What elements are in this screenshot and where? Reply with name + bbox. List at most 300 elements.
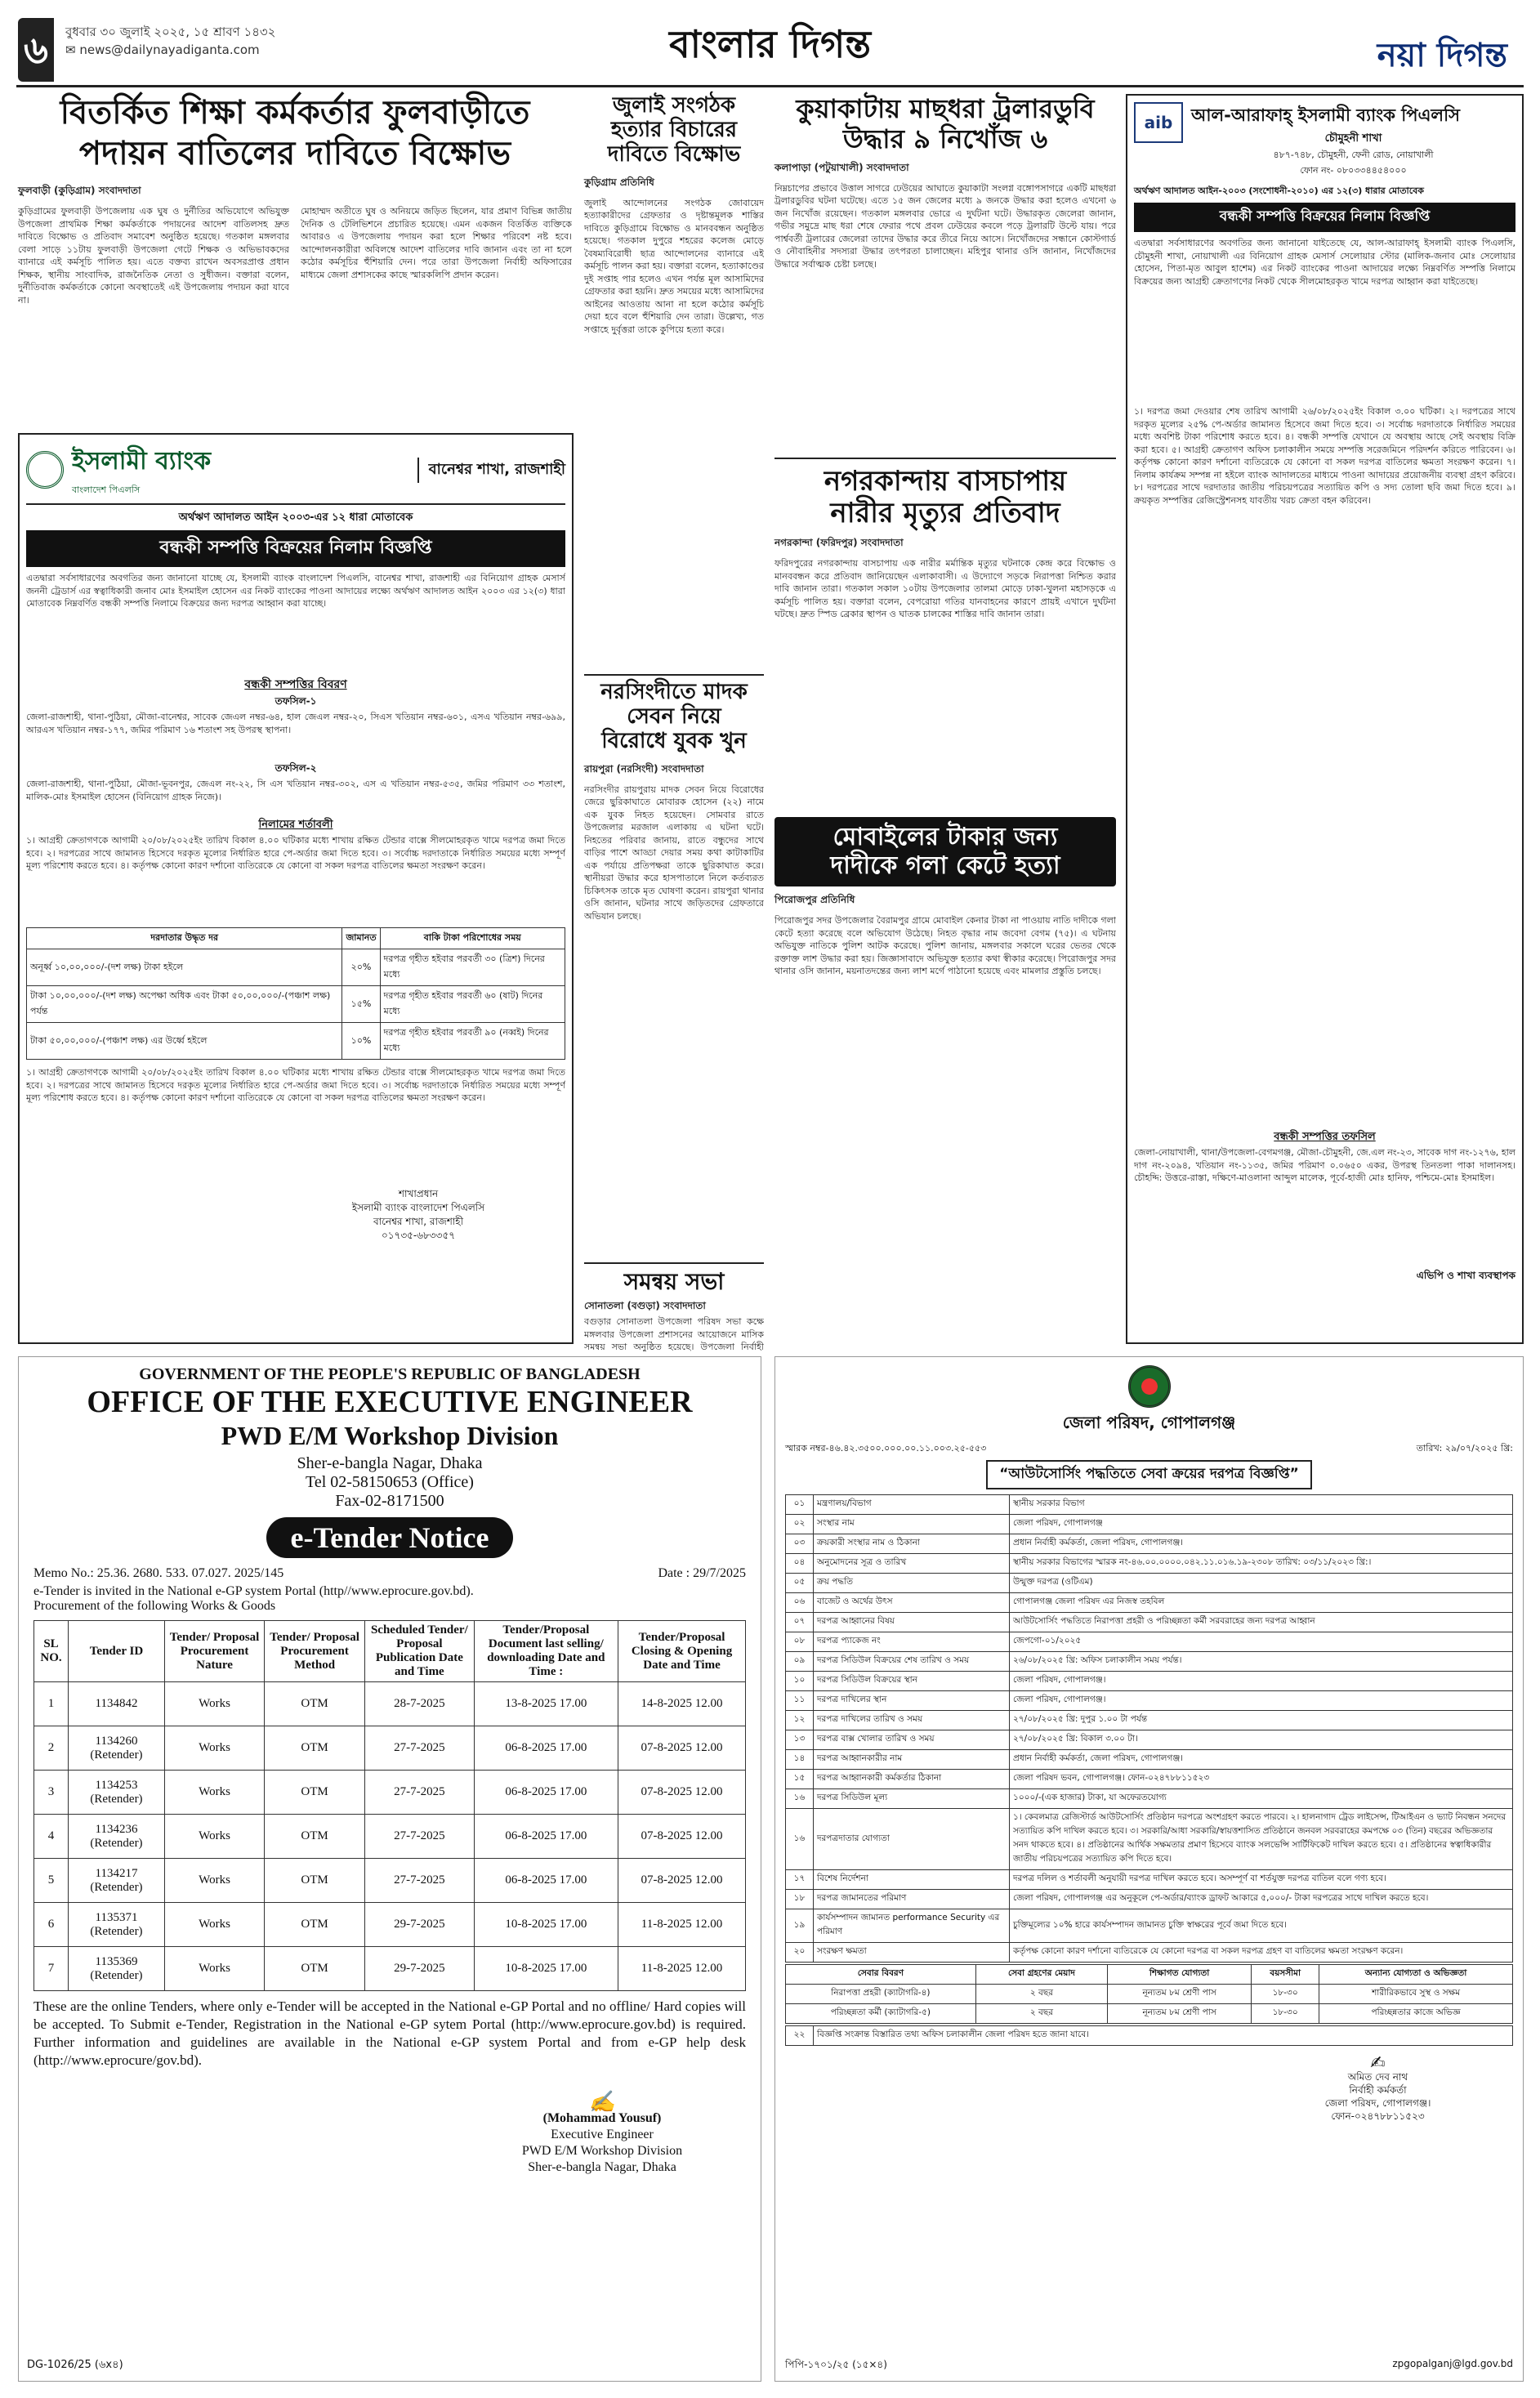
pwd-office-1: OFFICE OF THE EXECUTIVE ENGINEER [87, 1385, 693, 1419]
table-cell: ১০% [342, 1023, 380, 1060]
story5 [584, 674, 764, 1262]
table-row [786, 1711, 1513, 1730]
table-row [27, 986, 565, 1023]
table-cell: OTM [265, 1726, 365, 1771]
table-cell: 06-8-2025 17.00 [474, 1771, 618, 1815]
aib-logo [1134, 102, 1183, 143]
islami-bank-branch: বানেশ্বর শাখা, রাজশাহী [417, 458, 565, 483]
table-cell: বাজেট ও অর্থের উৎস [814, 1593, 1010, 1613]
islami-bank-logo-icon [26, 451, 64, 489]
story5-headline-1: নরসিংদীতে মাদক [600, 680, 748, 704]
story5-headline-2: সেবন নিয়ে [627, 703, 721, 729]
story7-byline: পিরোজপুর প্রতিনিধি [774, 894, 855, 905]
story5-body: নরসিংদীর রায়পুরায় মাদক সেবন নিয়ে বিরোধের জেরে ছুরিকাঘাতে মোবারক হোসেন (২২) নামে এক যুবক নিহত হয়েছেন। সোমবার রাতে উপজেলার মরজাল এলাকায় এ ঘটনা ঘটে। নিহতের পরিবার জানায়, রাতে বন্ধুদের সাথে বাড়ির পাশে আড্ডা দেয়ার সময় কথা কাটাকাটির এক পর্যায়ে প্রতিপক্ষরা তাকে ছুরিকাঘাত করে। স্থানীয়রা উদ্ধার করে হাসপাতালে নিলে কর্তব্যরত চিকিৎসক তাকে মৃত ঘোষণা করেন। রায়পুরা থানার ওসি জানান, ঘটনার সাথে জড়িতদের গ্রেফতারে অভিযান চলছে। [584, 784, 764, 922]
zp-sth-4: অন্যান্য যোগ্যতা ও অভিজ্ঞতা [1319, 1965, 1513, 1985]
table-row [786, 1574, 1513, 1593]
table-cell: 29-7-2025 [365, 1903, 475, 1947]
zp-signature-scribble: ✍ [1370, 2053, 1386, 2074]
table-row [786, 1890, 1513, 1909]
table-cell: দরপত্র প্যাকেজ নং [814, 1632, 1010, 1652]
islami-bank-ad [18, 433, 574, 1344]
mail-icon: ✉ [65, 42, 76, 57]
table-row [786, 1730, 1513, 1750]
table-cell: নূন্যতম ৮ম শ্রেণী পাস [1108, 1985, 1252, 2004]
masthead-rule [16, 85, 1524, 87]
pwd-memo: Memo No.: 25.36. 2680. 533. 07.027. 2025/145 [33, 1566, 284, 1580]
pwd-office-2: PWD E/M Workshop Division [221, 1421, 559, 1450]
table-cell: বিজ্ঞপ্তি সংক্রান্ত বিস্তারিত তথ্য অফিস চলাকালীন জেলা পরিষদ হতে জানা যাবে। [814, 2026, 1513, 2046]
table-row [786, 1985, 1513, 2004]
table-row [27, 1023, 565, 1060]
pwd-th-id: Tender ID [69, 1621, 165, 1682]
page-number: ৬ [24, 28, 48, 72]
islami-schedule-1-label: তফসিল-১ [275, 695, 317, 707]
table-cell: জেলা পরিষদ, গোপালগঞ্জ। [1010, 1691, 1513, 1711]
pwd-fax: Fax-02-8171500 [335, 1492, 444, 1510]
zp-service-table [785, 1964, 1513, 2024]
table-cell: Works [165, 1771, 265, 1815]
table-cell: 7 [34, 1947, 69, 1991]
table-row [34, 1903, 746, 1947]
story2-body: জুলাই আন্দোলনের সংগঠক জোবায়েদ হত্যাকারীদের গ্রেফতার ও দৃষ্টান্তমূলক শাস্তির দাবিতে কুড়িগ্রামে বিক্ষোভ ও মানববন্ধন অনুষ্ঠিত হয়েছে। গতকাল দুপুরে শহরের কলেজ মোড়ে বৈষম্যবিরোধী ছাত্র আন্দোলনের ব্যানারে এই কর্মসূচি পালন করা হয়। বক্তারা বলেন, হত্যাকাণ্ডের দুই সপ্তাহ পার হলেও এখন পর্যন্ত মূল আসামিদের গ্রেফতার করা হয়নি। দ্রুত সময়ের মধ্যে আসামিদের আইনের আওতায় আনা না হলে কঠোর কর্মসূচি দেয়া হবে বলে হুঁশিয়ারি দেন তারা। উল্লেখ্য, গত সপ্তাহে দুর্বৃত্তরা তাকে কুপিয়ে হত্যা করে। [584, 197, 764, 335]
table-cell: অনূর্ধ্ব ১০,০০,০০০/-(দশ লক্ষ) টাকা হইলে [27, 949, 342, 986]
table-cell: দরপত্র আহ্বানের বিষয় [814, 1613, 1010, 1632]
table-cell: দরপত্র আহ্বানকারী কর্মকর্তার ঠিকানা [814, 1770, 1010, 1789]
table-cell: OTM [265, 1771, 365, 1815]
table-row [34, 1771, 746, 1815]
islami-intro: এতদ্বারা সর্বসাধারণের অবগতির জন্য জানানো যাচ্ছে যে, ইসলামী ব্যাংক বাংলাদেশ পিএলসি, বানেশ্বর শাখা, রাজশাহী এর বিনিয়োগ গ্রাহক মেসার্স জননী ট্রেডার্স এর স্বত্বাধিকারী জনাব মোঃ ইসমাইল হোসেন এর নিকট ব্যাংকের পাওনা আদায়ের লক্ষ্যে অর্থঋণ আদালত আইন ২০০৩ এর ১২(৩) ধারা মোতাবেক নিম্নবর্ণিত বন্ধকী সম্পত্তি নিলামে বিক্রয়ের জন্য দরপত্র আহ্বান করা যাচ্ছে। [26, 573, 565, 609]
story4-headline-1: নগরকান্দায় বাসচাপায় [824, 465, 1067, 498]
islami-sign-3: বানেশ্বর শাখা, রাজশাহী [373, 1216, 464, 1227]
story6-headline: সমন্বয় সভা [623, 1268, 725, 1295]
table-cell: Works [165, 1947, 265, 1991]
table-cell: ২৭/০৮/২০২৫ খ্রি: দুপুর ১.০০ টা পর্যন্ত [1010, 1711, 1513, 1730]
pwd-th-closing: Tender/Proposal Closing & Opening Date and Time [618, 1621, 746, 1682]
table-cell: দরপত্র দাখিলের স্থান [814, 1691, 1010, 1711]
al-arafah-address: ৪৮৭-৭৪৮, চৌমুহনী, ফেনী রোড, নোয়াখালী [1273, 150, 1434, 160]
story4-headline-2: নারীর মৃত্যুর প্রতিবাদ [830, 497, 1060, 530]
table-cell: পরিচ্ছন্নতা কর্মী (ক্যাটাগরি-৫) [786, 2004, 976, 2024]
table-row [786, 1750, 1513, 1770]
table-cell: ১। কেবলমাত্র রেজিস্টার্ড আউটসোর্সিং প্রতিষ্ঠান দরপত্রে অংশগ্রহণ করতে পারবে। ২। হালনাগাদ ট্রেড লাইসেন্স, টিআইএন ও ভ্যাট নিবন্ধন সনদের সত্যায়িত কপি দাখিল করতে হবে। ৩। সরকারি/আধা সরকারি/স্বায়ত্তশাসিত প্রতিষ্ঠানে জনবল সরবরাহের কমপক্ষে ০৩ (তিন) বছরের অভিজ্ঞতার সনদ থাকতে হবে। ৪। প্রতিষ্ঠানের আর্থিক সক্ষমতার প্রমাণ হিসেবে ব্যাংক সলভেন্সি সার্টিফিকেট দাখিল করতে হবে। ৫। প্রতিষ্ঠানের স্বত্বাধিকারীর জাতীয় পরিচয়পত্রের সত্যায়িত কপি দিতে হবে। [1010, 1809, 1513, 1870]
table-row [786, 2026, 1513, 2046]
table-cell: ০৩ [786, 1534, 814, 1554]
story3 [774, 94, 1116, 453]
pwd-signature-scribble: ✍ [588, 2090, 616, 2114]
islami-sign-1: শাখাপ্রধান [398, 1188, 439, 1199]
story2-headline-1: জুলাই সংগঠক [612, 93, 736, 118]
pwd-th-method: Tender/ Proposal Procurement Method [265, 1621, 365, 1682]
aib-logo-text: aib [1144, 113, 1173, 132]
table-cell: শারীরিকভাবে সুস্থ ও সক্ষম [1319, 1985, 1513, 2004]
pwd-tender-table [33, 1620, 746, 1991]
table-cell: ০১ [786, 1495, 814, 1515]
table-cell: 06-8-2025 17.00 [474, 1815, 618, 1859]
table-cell: ১৬ [786, 1789, 814, 1809]
zp-sign-name: অমিত দেব নাথ [1347, 2071, 1408, 2083]
al-arafah-terms: ১। দরপত্র জমা দেওয়ার শেষ তারিখ আগামী ২৬/০৮/২০২৫ইং বিকাল ৩.০০ ঘটিকা। ২। দরপত্রের সাথে দরকৃত মূল্যের ২৫% পে-অর্ডার জামানত হিসেবে জমা দিতে হবে। ৩। সর্বোচ্চ দরদাতাকে নির্ধারিত সময়ের মধ্যে অবশিষ্ট টাকা পরিশোধ করতে হবে। ৪। বন্ধকী সম্পত্তি যেখানে যে অবস্থায় আছে সেই অবস্থায় বিক্রি করা হবে। ৫। আগ্রহী ক্রেতাগণ অফিস চলাকালীন সময়ে সম্পত্তি সরেজমিনে পরিদর্শন করিতে পারিবেন। ৬। কর্তৃপক্ষ কোনো কারণ দর্শানো ব্যতিরেকে যে কোনো বা সকল দরপত্র বাতিলের ক্ষমতা সংরক্ষণ করেন। ৭। নিলাম কার্যক্রম সম্পন্ন না হইলে ব্যাংক আদালতের মাধ্যমে পাওনা আদায়ের প্রয়োজনীয় ব্যবস্থা গ্রহণ করিবে। ৮। দরপত্রের সাথে দরদাতার জাতীয় পরিচয়পত্রের সত্যায়িত কপি ও সদ্য তোলা ছবি জমা দিতে হবে। ৯। ক্রয়কৃত সম্পত্তির রেজিস্ট্রেশনসহ যাবতীয় খরচ ক্রেতা বহন করিবেন। [1134, 406, 1515, 506]
table-row [786, 1534, 1513, 1554]
table-cell: দরপত্র দাখিলের তারিখ ও সময় [814, 1711, 1010, 1730]
table-cell: স্থানীয় সরকার বিভাগ [1010, 1495, 1513, 1515]
table-cell: সংস্থার নাম [814, 1515, 1010, 1534]
al-arafah-act-line: অর্থঋণ আদালত আইন-২০০৩ (সংশোধনী-২০১০) এর ১২(৩) ধারার মোতাবেক [1134, 185, 1424, 196]
date-line: বুধবার ৩০ জুলাই ২০২৫, ১৫ শ্রাবণ ১৪৩২ [65, 25, 276, 39]
story1-byline: ফুলবাড়ী (কুড়িগ্রাম) সংবাদদাতা [18, 185, 141, 196]
table-cell: কর্তৃপক্ষ কোনো কারণ দর্শানো ব্যতিরেকে যে কোনো দরপত্র বা সকল দরপত্র গ্রহণ বা বাতিলের ক্ষমতা সংরক্ষণ করেন। [1010, 1943, 1513, 1963]
table-cell: 07-8-2025 12.00 [618, 1771, 746, 1815]
islami-schedule-2-label: তফসিল-২ [275, 762, 317, 774]
pwd-intro-1: e-Tender is invited in the National e-GP system Portal (http//www.eprocure.gov.bd). [33, 1584, 474, 1598]
islami-th-0: দরদাতার উদ্ধৃত দর [27, 928, 342, 949]
zp-date: তারিখ: ২৯/০৭/২০২৫ খ্রি: [1416, 1443, 1513, 1454]
table-cell: 11-8-2025 12.00 [618, 1903, 746, 1947]
pwd-sign-address: Sher-e-bangla Nagar, Dhaka [528, 2160, 676, 2174]
table-cell: ১৫ [786, 1770, 814, 1789]
table-cell: কার্যসম্পাদন জামানত performance Security এর পরিমাণ [814, 1909, 1010, 1943]
zp-sth-0: সেবার বিবরণ [786, 1965, 976, 1985]
table-cell: ২ বছর [975, 1985, 1107, 2004]
zp-memo: স্মারক নম্বর-৪৬.৪২.৩৫০০.০০০.০০.১১.০০৩.২৫-৫৫৩ [785, 1443, 987, 1454]
table-cell: 28-7-2025 [365, 1682, 475, 1726]
table-cell: ১০ [786, 1672, 814, 1691]
table-cell: দরপত্র দলিল ও শর্তাবলী অনুযায়ী দরপত্র দাখিল করতে হবে। অসম্পূর্ণ বা শর্তযুক্ত দরপত্র বাতিল বলে গণ্য হবে। [1010, 1870, 1513, 1890]
table-cell: নূন্যতম ৮ম শ্রেণী পাস [1108, 2004, 1252, 2024]
table-cell: সংরক্ষণ ক্ষমতা [814, 1943, 1010, 1963]
zp-sth-2: শিক্ষাগত যোগ্যতা [1108, 1965, 1252, 1985]
newspaper-logo: নয়া দিগন্ত [1377, 37, 1507, 74]
table-cell: ১৮-৩০ [1252, 2004, 1319, 2024]
story1 [18, 94, 572, 425]
table-row [786, 1515, 1513, 1534]
story5-headline-3: বিরোধে যুবক খুন [601, 728, 747, 753]
table-cell: ক্রয় পদ্ধতি [814, 1574, 1010, 1593]
table-cell: দরপত্র আহ্বানকারীর নাম [814, 1750, 1010, 1770]
table-cell: 1 [34, 1682, 69, 1726]
table-cell: দরপত্র বাক্স খোলার তারিখ ও সময় [814, 1730, 1010, 1750]
table-cell: 06-8-2025 17.00 [474, 1726, 618, 1771]
pwd-sign-office: PWD E/M Workshop Division [521, 2144, 683, 2158]
al-arafah-phone: ফোন নং- ০৮০৩৩৪৪৫৪০০০ [1300, 165, 1407, 176]
table-row [786, 1770, 1513, 1789]
table-cell: 10-8-2025 17.00 [474, 1903, 618, 1947]
table-cell: জেলা পরিষদ, গোপালগঞ্জ। [1010, 1672, 1513, 1691]
story1-headline-2: পদায়ন বাতিলের দাবিতে বিক্ষোভ [78, 135, 511, 172]
table-cell: 1134842 [69, 1682, 165, 1726]
table-cell: OTM [265, 1903, 365, 1947]
table-cell: উন্মুক্ত দরপত্র (ওটিএম) [1010, 1574, 1513, 1593]
table-cell: টাকা ১০,০০,০০০/-(দশ লক্ষ) অপেক্ষা অধিক এবং টাকা ৫০,০০,০০০/-(পঞ্চাশ লক্ষ) পর্যন্ত [27, 986, 342, 1023]
table-cell: 27-7-2025 [365, 1859, 475, 1903]
table-cell: নিরাপত্তা প্রহরী (ক্যাটাগরি-৪) [786, 1985, 976, 2004]
table-cell: 1134260 (Retender) [69, 1726, 165, 1771]
table-cell: ০৯ [786, 1652, 814, 1672]
table-row [34, 1726, 746, 1771]
al-arafah-title: বন্ধকী সম্পত্তি বিক্রয়ের নিলাম বিজ্ঞপ্তি [1134, 203, 1515, 232]
table-row [786, 2004, 1513, 2024]
table-cell: টাকা ৫০,০০,০০০/-(পঞ্চাশ লক্ষ) এর উর্ধ্বে হইলে [27, 1023, 342, 1060]
table-cell: ১৯ [786, 1909, 814, 1943]
table-cell: 5 [34, 1859, 69, 1903]
islami-terms-repeat: ১। আগ্রহী ক্রেতাগণকে আগামী ২০/০৮/২০২৫ইং তারিখ বিকাল ৪.০০ ঘটিকার মধ্যে শাখায় রক্ষিত টেন্ডার বাক্সে সীলমোহরকৃত খামে দরপত্র জমা দিতে হবে। ২। দরপত্রের সাথে জামানত হিসেবে দরকৃত মূল্যের নির্ধারিত হারে পে-অর্ডার জমা দিতে হবে। ৩। সর্বোচ্চ দরদাতাকে নির্ধারিত সময়ের মধ্যে সম্পূর্ণ মূল্য পরিশোধ করতে হবে। ৪। কর্তৃপক্ষ কোনো কারণ দর্শানো ব্যতিরেকে যে কোনো বা সকল দরপত্র বাতিলের ক্ষমতা সংরক্ষণ করেন। [26, 1067, 565, 1103]
story2-byline: কুড়িগ্রাম প্রতিনিধি [584, 176, 654, 188]
table-cell: 29-7-2025 [365, 1947, 475, 1991]
table-row [34, 1815, 746, 1859]
story6-byline: সোনাতলা (বগুড়া) সংবাদদাতা [584, 1300, 706, 1311]
table-cell: 27-7-2025 [365, 1771, 475, 1815]
pwd-th-nature: Tender/ Proposal Procurement Nature [165, 1621, 265, 1682]
table-cell: 10-8-2025 17.00 [474, 1947, 618, 1991]
story2-headline-2: হত্যার বিচারের [610, 117, 738, 142]
zp-sth-1: সেবা গ্রহণের মেয়াদ [975, 1965, 1107, 1985]
pwd-govt: GOVERNMENT OF THE PEOPLE'S REPUBLIC OF BANGLADESH [139, 1365, 641, 1383]
pwd-th-selling: Tender/Proposal Document last selling/ downloading Date and Time : [474, 1621, 618, 1682]
al-arafah-branch: চৌমুহনী শাখা [1324, 132, 1382, 145]
table-cell: স্থানীয় সরকার বিভাগের স্মারক নং-৪৬.০০.০০০০.০৪২.১১.০১৬.১৯-২৩০৮ তারিখ: ০৩/১১/২০২৩ খ্রি:। [1010, 1554, 1513, 1574]
table-cell: 1134236 (Retender) [69, 1815, 165, 1859]
table-cell: 2 [34, 1726, 69, 1771]
pwd-tel: Tel 02-58150653 (Office) [306, 1473, 474, 1491]
zp-email[interactable]: zpgopalganj@lgd.gov.bd [1392, 2358, 1513, 2369]
table-row [786, 1870, 1513, 1890]
pwd-sign-name: (Mohammad Yousuf) [542, 2111, 662, 2125]
table-cell: প্রধান নির্বাহী কর্মকর্তা, জেলা পরিষদ, গোপালগঞ্জ। [1010, 1534, 1513, 1554]
table-cell: 13-8-2025 17.00 [474, 1682, 618, 1726]
story7-headline-box [774, 817, 1116, 886]
zp-sign-phone: ফোন-০২৪৭৮৮১১৫২৩ [1331, 2110, 1425, 2122]
table-cell: ১৬ [786, 1809, 814, 1870]
table-cell: দরপত্র সিডিউল বিক্রয়ের স্থান [814, 1672, 1010, 1691]
islami-notice-title: বন্ধকী সম্পত্তি বিক্রয়ের নিলাম বিজ্ঞপ্তি [26, 530, 565, 567]
table-cell: জেলা পরিষদ, গোপালগঞ্জ এর অনুকূলে পে-অর্ডার/ব্যাংক ড্রাফট আকারে ৫,০০০/- টাকা দরপত্রের সাথে দাখিল করতে হবে। [1010, 1890, 1513, 1909]
table-cell: দরপত্র জামানতের পরিমাণ [814, 1890, 1010, 1909]
table-row [786, 1943, 1513, 1963]
table-cell: দরপত্রদাতার যোগ্যতা [814, 1809, 1010, 1870]
table-cell: 3 [34, 1771, 69, 1815]
story1-headline-1: বিতর্কিত শিক্ষা কর্মকর্তার ফুলবাড়ীতে [60, 94, 530, 132]
table-cell: অনুমোদনের সূত্র ও তারিখ [814, 1554, 1010, 1574]
table-row [786, 1632, 1513, 1652]
story6-text [584, 1299, 764, 1351]
story5-byline: রায়পুরা (নরসিংদী) সংবাদদাতা [584, 762, 704, 775]
story7 [774, 817, 1116, 1340]
table-row [786, 1652, 1513, 1672]
table-cell: ১৮-৩০ [1252, 1985, 1319, 2004]
table-cell: ১০০০/-(এক হাজার) টাকা, যা অফেরতযোগ্য [1010, 1789, 1513, 1809]
table-cell: দরপত্র গৃহীত হইবার পরবর্তী ৩০ (ত্রিশ) দিনের মধ্যে [380, 949, 565, 986]
story1-body-right: মোহাম্মদ অতীতে ঘুষ ও অনিয়মে জড়িত ছিলেন, যার প্রমাণ বিভিন্ন জাতীয় দৈনিক ও টেলিভিশনে প্রচারিত হয়েছে। এমন একজন বিতর্কিত ব্যক্তিকে আবারও এ উপজেলায় পদায়ন করা হলে শিক্ষার পরিবেশ নষ্ট হবে। আন্দোলনকারীরা অবিলম্বে আদেশ বাতিলের দাবি জানান এবং তা না হলে কঠোর কর্মসূচির হুঁশিয়ারি দেন। পরে তারা উপজেলা নির্বাহী অফিসারের মাধ্যমে জেলা প্রশাসকের কাছে স্মারকলিপি প্রদান করেন। [301, 206, 572, 280]
islami-sign-2: ইসলামী ব্যাংক বাংলাদেশ পিএলসি [351, 1202, 485, 1213]
table-cell: OTM [265, 1815, 365, 1859]
table-cell: OTM [265, 1859, 365, 1903]
zp-office: জেলা পরিষদ, গোপালগঞ্জ [1062, 1413, 1236, 1432]
zp-sth-3: বয়সসীমা [1252, 1965, 1319, 1985]
table-cell: 07-8-2025 12.00 [618, 1815, 746, 1859]
zp-row22-table [785, 2025, 1513, 2046]
table-cell: 1135369 (Retender) [69, 1947, 165, 1991]
table-cell: দরপত্র সিডিউল বিক্রয়ের শেষ তারিখ ও সময় [814, 1652, 1010, 1672]
table-cell: ১৩ [786, 1730, 814, 1750]
table-row [786, 1613, 1513, 1632]
pwd-intro-2: Procurement of the following Works & Goods [33, 1599, 276, 1613]
table-cell: 4 [34, 1815, 69, 1859]
table-cell: জেলা পরিষদ ভবন, গোপালগঞ্জ। ফোন-০২৪৭৮৮১১৫২৩ [1010, 1770, 1513, 1789]
zp-title: “আউটসোর্সিং পদ্ধতিতে সেবা ক্রয়ের দরপত্র বিজ্ঞপ্তি” [986, 1460, 1312, 1489]
islami-schedule-2: জেলা-রাজশাহী, থানা-পুঠিয়া, মৌজা-ভূবনপুর, জেএল নং-২২, সি এস খতিয়ান নম্বর-৩০২, এস এ খতিয়ান নম্বর-৫৩৫, জমির পরিমাণ ৩৩ শতাংশ, মালিক-মোঃ ইসমাইল হোসেন (বিনিয়োগ গ্রাহক নিজে)। [26, 779, 565, 802]
table-cell: 06-8-2025 17.00 [474, 1859, 618, 1903]
story7-headline-1: মোবাইলের টাকার জন্য [832, 823, 1058, 851]
table-cell: বিশেষ নির্দেশনা [814, 1870, 1010, 1890]
story1-body-left: কুড়িগ্রামের ফুলবাড়ী উপজেলায় এক ঘুষ ও দুর্নীতির অভিযোগে অভিযুক্ত উপজেলা প্রাথমিক শিক্ষা কর্মকর্তাকে পদায়নের আদেশ বাতিলসহ দ্রুত দাবিতে বিক্ষোভ ও প্রতিবাদ সমাবেশ অনুষ্ঠিত হয়েছে। গতকাল মঙ্গলবার বেলা সাড়ে ১১টায় ফুলবাড়ী উপজেলা গেটে শিক্ষক ও অভিভাবকদের ব্যানারে এই কর্মসূচি পালিত হয়। এতে বক্তব্য রাখেন অবসরপ্রাপ্ত প্রধান শিক্ষক, স্থানীয় সাংবাদিক, রাজনৈতিক নেতা ও সুধীজন। বক্তারা বলেন, দুর্নীতিবাজ কর্মকর্তাকে কোনো অবস্থাতেই এই উপজেলায় পদায়ন করা যাবে না। [18, 206, 289, 306]
table-cell: ০৫ [786, 1574, 814, 1593]
story4-body: ফরিদপুরের নগরকান্দায় বাসচাপায় এক নারীর মর্মান্তিক মৃত্যুর ঘটনাকে কেন্দ্র করে বিক্ষোভ ও মানববন্ধন করে প্রতিবাদ জানিয়েছেন এলাকাবাসী। এ উদ্যোগে সড়কে নিরাপত্তা নিশ্চিত করার দাবি জানান তারা। গতকাল সকাল ১০টায় উপজেলার তালমা মোড়ে ঢাকা-খুলনা মহাসড়কে এ কর্মসূচি পালিত হয়। বক্তারা বলেন, বেপরোয়া গতির যানবাহনের কারণে প্রায়ই এখানে দুর্ঘটনা ঘটছে। দ্রুত স্পিড ব্রেকার স্থাপন ও ঘাতক চালকের শাস্তির দাবি জানান তারা। [774, 558, 1116, 620]
table-cell: পরিচ্ছন্নতার কাজে অভিজ্ঞ [1319, 2004, 1513, 2024]
pwd-footer: These are the online Tenders, where only e-Tender will be accepted in the National e-GP Portal and no offline/ Hard copies will be accepted. To Submit e-Tender, Registration in the National e-GP sytem Portal (http://www.eprocure.gov.bd) is required. Further information and guidelines are available in the National e-GP system Portal and from e-GP help desk (http://www.eprocure/gov.bd). [33, 1998, 746, 2068]
table-cell: ০২ [786, 1515, 814, 1534]
zp-ad-code: পিপি-১৭০১/২৫ (১৫×৪) [785, 2359, 887, 2370]
islami-act-line: অর্থঋণ আদালত আইন ২০০৩-এর ১২ ধারা মোতাবেক [178, 511, 413, 524]
table-cell: প্রধান নির্বাহী কর্মকর্তা, জেলা পরিষদ, গোপালগঞ্জ। [1010, 1750, 1513, 1770]
pwd-date: Date : 29/7/2025 [658, 1566, 746, 1580]
table-cell: দরপত্র গৃহীত হইবার পরবর্তী ৯০ (নব্বই) দিনের মধ্যে [380, 1023, 565, 1060]
table-cell: OTM [265, 1682, 365, 1726]
pwd-th-publication: Scheduled Tender/ Proposal Publication Date and Time [365, 1621, 475, 1682]
table-row [786, 1593, 1513, 1613]
zp-table [785, 1494, 1513, 1963]
table-cell: 27-7-2025 [365, 1726, 475, 1771]
email-text[interactable]: news@dailynayadiganta.com [79, 42, 260, 57]
pwd-address: Sher-e-bangla Nagar, Dhaka [297, 1454, 483, 1472]
al-arafah-schedule: জেলা-নোয়াখালী, থানা/উপজেলা-বেগমগঞ্জ, মৌজা-চৌমুহনী, জে.এল নং-২৩, সাবেক দাগ নং-১২৭৬, হাল দাগ নং-২০৯৪, খতিয়ান নং-১১৩৫, জমির পরিমাণ ০.০৬৫০ একর, উপরস্থ তিনতলা পাকা দালানসহ। চৌহদ্দি: উত্তরে-রাস্তা, দক্ষিণে-মাওলানা আব্দুল মালেক, পূর্বে-হাজী মোঃ হানিফ, পশ্চিমে-মোঃ ইসমাইল। [1134, 1147, 1515, 1183]
table-cell: ১৪ [786, 1750, 814, 1770]
table-cell: আউটসোর্সিং পদ্ধতিতে নিরাপত্তা প্রহরী ও পরিচ্ছন্নতা কর্মী সরবরাহের জন্য দরপত্র আহ্বান [1010, 1613, 1513, 1632]
pwd-notice-title: e-Tender Notice [266, 1517, 514, 1558]
table-cell: ২০ [786, 1943, 814, 1963]
islami-bank-sub: বাংলাদেশ পিএলসি [72, 485, 141, 495]
table-cell: 1134217 (Retender) [69, 1859, 165, 1903]
table-row [786, 1691, 1513, 1711]
section-title: বাংলার দিগন্ত [669, 22, 871, 66]
table-cell: ১৮ [786, 1890, 814, 1909]
table-cell: Works [165, 1726, 265, 1771]
table-cell: জেপগো-০১/২০২৫ [1010, 1632, 1513, 1652]
table-row [786, 1909, 1513, 1943]
pwd-ad-code: DG-1026/25 (৬x৪) [27, 2359, 123, 2371]
al-arafah-signature: এভিপি ও শাখা ব্যবস্থাপক [1416, 1270, 1515, 1281]
table-row [786, 1789, 1513, 1809]
govt-seal-icon [1128, 1365, 1171, 1408]
islami-bank-name: ইসলামী ব্যাংক [72, 447, 212, 476]
islami-th-1: জামানত [342, 928, 380, 949]
table-row [34, 1947, 746, 1991]
story3-body: নিম্নচাপের প্রভাবে উত্তাল সাগরে ঢেউয়ের আঘাতে কুয়াকাটা সংলগ্ন বঙ্গোপসাগরে একটি মাছধরা ট্রলারডুবির ঘটনা ঘটেছে। এতে ১৫ জন জেলের মধ্যে ৯ জনকে উদ্ধার করা হলেও এখনো ৬ জন নিখোঁজ রয়েছেন। গতকাল মঙ্গলবার ভোরে এ দুর্ঘটনা ঘটে। উদ্ধারকৃত জেলেরা জানান, গভীর সমুদ্রে মাছ ধরা শেষে ফেরার পথে প্রবল ঢেউয়ের কবলে পড়ে ট্রলারটি উল্টে যায়। পরে পার্শ্ববর্তী ট্রলারের জেলেরা তাদের উদ্ধার করে তীরে নিয়ে আসে। নিখোঁজদের সন্ধানে কোস্টগার্ড ও নৌবাহিনীর সদস্যরা উদ্ধার তৎপরতা চালাচ্ছেন। মহিপুর থানার ওসি জানান, নিখোঁজদের উদ্ধারে সর্বাত্মক চেষ্টা চলছে। [774, 182, 1116, 270]
table-cell: 1135371 (Retender) [69, 1903, 165, 1947]
table-cell: ২০% [342, 949, 380, 986]
zp-signature [1243, 2053, 1513, 2123]
islami-deposit-table [26, 927, 565, 1060]
table-cell: ২২ [786, 2026, 814, 2046]
table-cell: Works [165, 1815, 265, 1859]
table-cell: গোপালগঞ্জ জেলা পরিষদ এর নিজস্ব তহবিল [1010, 1593, 1513, 1613]
table-cell: জেলা পরিষদ, গোপালগঞ্জ [1010, 1515, 1513, 1534]
table-row [34, 1682, 746, 1726]
zp-sign-title: নির্বাহী কর্মকর্তা [1349, 2084, 1407, 2096]
zila-parishad-ad [774, 1356, 1524, 2382]
story4-byline: নগরকান্দা (ফরিদপুর) সংবাদদাতা [774, 537, 904, 549]
al-arafah-name: আল-আরাফাহ্ ইসলামী ব্যাংক পিএলসি [1191, 105, 1460, 125]
table-row [786, 1554, 1513, 1574]
table-cell: ১২ [786, 1711, 814, 1730]
table-cell: 27-7-2025 [365, 1815, 475, 1859]
al-arafah-ad [1126, 94, 1524, 1344]
table-cell: 6 [34, 1903, 69, 1947]
table-cell: Works [165, 1859, 265, 1903]
al-arafah-intro: এতদ্বারা সর্বসাধারণের অবগতির জন্য জানানো যাইতেছে যে, আল-আরাফাহ্ ইসলামী ব্যাংক পিএলসি, চৌমুহনী শাখা, নোয়াখালী এর বিনিয়োগ গ্রাহক মেসার্স সেলোয়ার স্টোর (মালিক-জনাব মোঃ সেলোয়ার হোসেন, পিতা-মৃত আবুল হাশেম) এর নিকট ব্যাংকের পাওনা আদায়ের লক্ষ্যে নিম্নবর্ণিত সম্পত্তি নিলামে বিক্রয়ের জন্য আগ্রহী ক্রেতাগণের নিকট থেকে সীলমোহরকৃত খামে দরপত্র আহ্বান করা যাইতেছে। [1134, 238, 1515, 287]
pwd-signature [458, 2090, 746, 2176]
islami-signature [271, 1187, 565, 1243]
pwd-tender-ad [18, 1356, 761, 2382]
table-cell: চুক্তিমূল্যের ১০% হারে কার্যসম্পাদন জামানত চুক্তি স্বাক্ষরের পূর্বে জমা দিতে হবে। [1010, 1909, 1513, 1943]
table-row [786, 1495, 1513, 1515]
table-cell: ২৭/০৮/২০২৫ খ্রি: বিকাল ৩.০০ টা। [1010, 1730, 1513, 1750]
table-row [786, 1672, 1513, 1691]
table-cell: ০৬ [786, 1593, 814, 1613]
table-row [786, 1809, 1513, 1870]
story3-headline-1: কুয়াকাটায় মাছধরা ট্রলারডুবি [796, 93, 1095, 124]
story7-body: পিরোজপুর সদর উপজেলার বৈরামপুর গ্রামে মোবাইল কেনার টাকা না পাওয়ায় নাতি দাদীকে গলা কেটে হত্যা করেছে বলে অভিযোগ উঠেছে। নিহত বৃদ্ধার নাম জবেদা বেগম (৭৫)। এ ঘটনায় অভিযুক্ত নাতিকে পুলিশ আটক করেছে। পুলিশ জানায়, মঙ্গলবার সকালে ঘরের ভেতর থেকে রক্তাক্ত লাশ উদ্ধার করা হয়। জিজ্ঞাসাবাদে অভিযুক্ত হত্যার কথা স্বীকার করেছে। পিরোজপুর সদর থানার ওসি জানান, ময়নাতদন্তের জন্য লাশ মর্গে পাঠানো হয়েছে এবং মামলার প্রস্তুতি চলছে। [774, 915, 1116, 976]
pwd-th-sl: SL NO. [34, 1621, 69, 1682]
table-cell: 07-8-2025 12.00 [618, 1726, 746, 1771]
islami-terms-title: নিলামের শর্তাবলী [258, 819, 333, 831]
table-cell: দরপত্র গৃহীত হইবার পরবর্তী ৬০ (ষাট) দিনের মধ্যে [380, 986, 565, 1023]
table-cell: ১৫% [342, 986, 380, 1023]
table-cell: 14-8-2025 12.00 [618, 1682, 746, 1726]
story4 [774, 458, 1116, 801]
table-cell: মন্ত্রণালয়/বিভাগ [814, 1495, 1010, 1515]
table-cell: ১৭ [786, 1870, 814, 1890]
table-cell: ০৭ [786, 1613, 814, 1632]
al-arafah-schedule-title: বন্ধকী সম্পত্তির তফসিল [1274, 1131, 1376, 1143]
islami-phone: ০১৭৩৫-৬৮৩৩৫৭ [381, 1230, 456, 1241]
story2-headline-3: দাবিতে বিক্ষোভ [607, 141, 741, 167]
table-cell: ২ বছর [975, 2004, 1107, 2024]
story7-headline-2: দাদীকে গলা কেটে হত্যা [830, 851, 1060, 880]
table-row [27, 949, 565, 986]
table-cell: OTM [265, 1947, 365, 1991]
table-row [34, 1859, 746, 1903]
table-cell: দরপত্র সিডিউল মূল্য [814, 1789, 1010, 1809]
islami-schedule-1: জেলা-রাজশাহী, থানা-পুঠিয়া, মৌজা-বানেশ্বর, সাবেক জেএল নম্বর-৬৪, হাল জেএল নম্বর-২০, সিএস খতিয়ান নম্বর-৬০১, এসএ খতিয়ান নম্বর-৬৯৯, আরএস খতিয়ান নম্বর-১৭৭, জমির পরিমাণ ১৬ শতাংশ সহ উপরস্থ স্থাপনা। [26, 712, 565, 735]
table-cell: ০৮ [786, 1632, 814, 1652]
story3-headline-2: উদ্ধার ৯ নিখোঁজ ৬ [842, 123, 1048, 154]
islami-th-2: বাকি টাকা পরিশোধের সময় [380, 928, 565, 949]
table-cell: Works [165, 1903, 265, 1947]
islami-schedule-title: বন্ধকী সম্পত্তির বিবরণ [244, 678, 347, 691]
table-cell: 11-8-2025 12.00 [618, 1947, 746, 1991]
islami-terms: ১। আগ্রহী ক্রেতাগণকে আগামী ২০/০৮/২০২৫ইং তারিখ বিকাল ৪.০০ ঘটিকার মধ্যে শাখায় রক্ষিত টেন্ডার বাক্সে সীলমোহরকৃত খামে দরপত্র জমা দিতে হবে। ২। দরপত্রের সাথে জামানত হিসেবে দরকৃত মূল্যের নির্ধারিত হারে পে-অর্ডার জমা দিতে হবে। ৩। সর্বোচ্চ দরদাতাকে নির্ধারিত সময়ের মধ্যে সম্পূর্ণ মূল্য পরিশোধ করতে হবে। ৪। কর্তৃপক্ষ কোনো কারণ দর্শানো ব্যতিরেকে যে কোনো বা সকল দরপত্র বাতিলের ক্ষমতা সংরক্ষণ করেন। [26, 835, 565, 871]
table-cell: 1134253 (Retender) [69, 1771, 165, 1815]
story3-byline: কলাপাড়া (পটুয়াখালী) সংবাদদাতা [774, 161, 909, 173]
pwd-sign-title: Executive Engineer [551, 2128, 654, 2141]
table-cell: ০৪ [786, 1554, 814, 1574]
story6-body: বগুড়ার সোনাতলা উপজেলা পরিষদ সভা কক্ষে মঙ্গলবার উপজেলা প্রশাসনের আয়োজনে মাসিক সমন্বয় সভা অনুষ্ঠিত হয়েছে। উপজেলা নির্বাহী [584, 1316, 764, 1351]
table-cell: 07-8-2025 12.00 [618, 1859, 746, 1903]
table-cell: Works [165, 1682, 265, 1726]
zp-sign-office: জেলা পরিষদ, গোপালগঞ্জ। [1324, 2097, 1431, 2109]
table-cell: ২৬/০৮/২০২৫ খ্রি: অফিস চলাকালীন সময় পর্যন্ত। [1010, 1652, 1513, 1672]
table-cell: ক্রয়কারী সংস্থার নাম ও ঠিকানা [814, 1534, 1010, 1554]
table-cell: ১১ [786, 1691, 814, 1711]
